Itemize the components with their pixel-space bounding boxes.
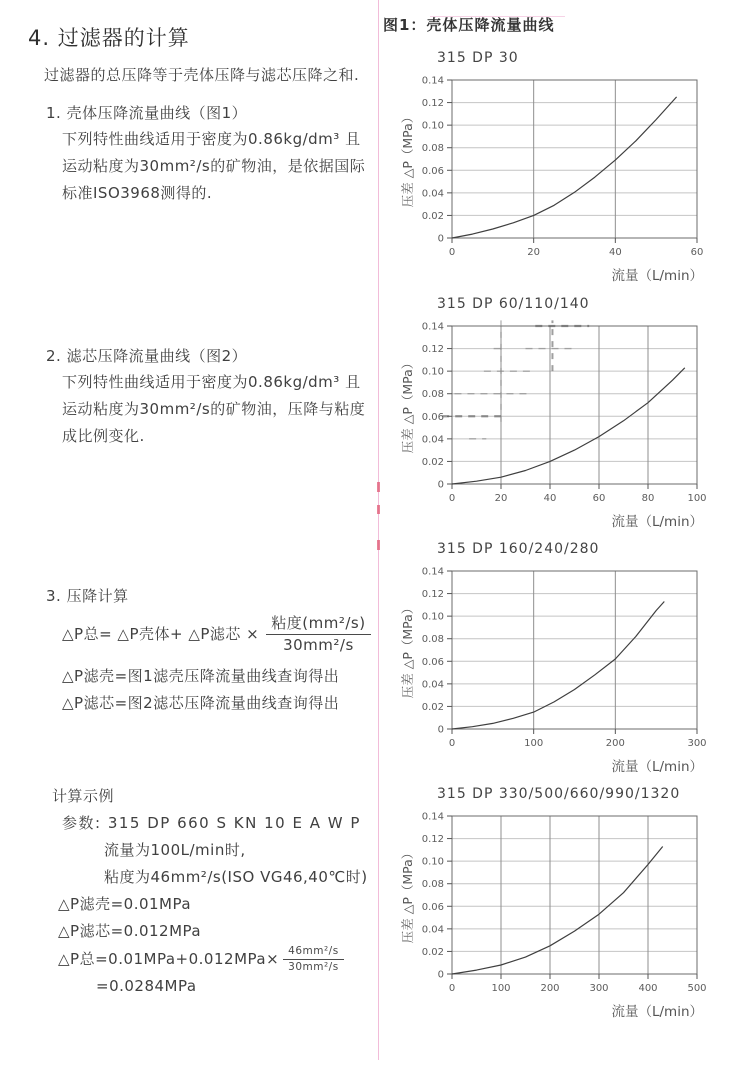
svg-text:0.06: 0.06 [421,411,444,423]
svg-text:0.10: 0.10 [421,856,444,868]
curve [452,97,677,238]
svg-text:100: 100 [491,983,511,994]
svg-text:0.12: 0.12 [421,589,444,601]
section-heading: 1. 壳体压降流量曲线（图1） [46,104,248,122]
chart-title: 315 DP 330/500/660/990/1320 [437,786,681,802]
x-axis-label: 流量（L/min） [611,514,703,530]
svg-text:0.14: 0.14 [421,566,444,578]
svg-text:0.04: 0.04 [421,188,444,200]
tick-marks [447,80,697,243]
section-heading: 3. 压降计算 [46,587,129,605]
fraction-numerator: 粘度(mm²/s) [266,614,370,635]
figure-header: 图1：壳体压降流量曲线 [383,16,555,34]
svg-text:0: 0 [448,247,456,258]
svg-text:300: 300 [687,738,707,749]
chart-canvas [396,563,741,775]
svg-text:0.06: 0.06 [421,165,444,177]
gridlines [452,80,697,238]
chart-canvas [396,808,741,1020]
formula-note: △P滤芯=图2滤芯压降流量曲线查询得出 [62,693,340,712]
plot-border [452,571,697,729]
section-line: 运动粘度为30mm²/s的矿物油，是依据国际 [62,157,366,175]
chart-canvas [396,72,741,284]
section-shell-curve [46,102,376,207]
pressure-formula [46,614,386,655]
chart-title: 315 DP 60/110/140 [437,296,590,312]
y-axis-label: 压差 △P（MPa） [400,601,415,699]
svg-text:0.08: 0.08 [421,634,444,646]
x-axis-label: 流量（L/min） [611,1004,703,1020]
total-result: =0.0284MPa [96,977,197,996]
svg-text:0.04: 0.04 [421,679,444,691]
svg-text:0: 0 [437,479,444,491]
scan-artifact [377,540,380,550]
section-heading: 2. 滤芯压降流量曲线（图2） [46,347,248,365]
svg-text:0: 0 [437,233,444,245]
svg-text:0.08: 0.08 [421,879,444,891]
svg-text:0.02: 0.02 [421,946,444,958]
example-parameters: 参数: 315 DP 660 S KN 10 E A W P [62,814,361,832]
svg-text:0.02: 0.02 [421,210,444,222]
svg-text:0.08: 0.08 [421,389,444,401]
section-pressure-calc [46,585,386,717]
svg-text:40: 40 [608,247,622,258]
svg-text:80: 80 [641,493,655,504]
example-total-formula [58,945,392,973]
total-fraction [283,945,344,973]
y-axis-label: 压差 △P（MPa） [400,846,415,944]
svg-text:0.04: 0.04 [421,924,444,936]
curve [452,368,685,484]
svg-text:0.12: 0.12 [421,344,444,356]
formula-fraction [266,614,370,655]
chart-svg [396,563,741,775]
page-title: 4. 过滤器的计算 [28,26,190,51]
example-line: 粘度为46mm²/s(ISO VG46,40℃时) [104,868,368,886]
svg-text:0: 0 [437,969,444,981]
formula-note: △P滤壳=图1滤壳压降流量曲线查询得出 [62,666,340,685]
chart-title: 315 DP 160/240/280 [437,541,600,557]
chart-svg [396,72,741,284]
tick-marks [447,571,697,734]
section-line: 成比例变化. [62,427,145,445]
svg-text:0.02: 0.02 [421,701,444,713]
fraction-numerator: 46mm²/s [283,945,344,960]
svg-text:40: 40 [543,493,557,504]
svg-text:0: 0 [448,983,456,994]
example-line: 流量为100L/min时, [104,841,246,859]
gridlines [452,816,697,974]
section-line: 下列特性曲线适用于密度为0.86kg/dm³ 且 [62,373,361,391]
total-lhs: △P总=0.01MPa+0.012MPa× [58,949,280,968]
svg-text:0.08: 0.08 [421,143,444,155]
fraction-denominator: 30mm²/s [283,635,354,654]
intro-text: 过滤器的总压降等于壳体压降与滤芯压降之和. [44,66,360,84]
svg-text:20: 20 [527,247,541,258]
svg-text:0.02: 0.02 [421,456,444,468]
svg-text:300: 300 [589,983,609,994]
svg-text:0.10: 0.10 [421,611,444,623]
curve [452,847,663,975]
svg-text:0.12: 0.12 [421,834,444,846]
plot-border [452,80,697,238]
svg-text:0.10: 0.10 [421,366,444,378]
calc-example [52,785,392,1000]
chart-canvas [396,318,741,530]
svg-text:60: 60 [690,247,704,258]
y-axis-label: 压差 △P（MPa） [400,110,415,208]
example-result: △P滤壳=0.01MPa [58,895,192,913]
gridlines [452,571,697,729]
svg-text:0: 0 [448,738,456,749]
chart-svg [396,318,741,530]
tick-marks [447,816,697,979]
svg-text:500: 500 [687,983,707,994]
y-axis-label: 压差 △P（MPa） [400,356,415,454]
section-element-curve [46,345,376,450]
fraction-denominator: 30mm²/s [288,960,339,973]
svg-text:0.14: 0.14 [421,321,444,333]
chart-315-dp-330-1320 [396,786,741,1020]
svg-text:100: 100 [687,493,707,504]
svg-text:200: 200 [605,738,625,749]
svg-text:0.10: 0.10 [421,120,444,132]
svg-text:0.12: 0.12 [421,98,444,110]
svg-text:100: 100 [524,738,544,749]
svg-text:0.14: 0.14 [421,75,444,87]
svg-text:200: 200 [540,983,560,994]
svg-text:0: 0 [448,493,456,504]
example-result: △P滤芯=0.012MPa [58,922,202,940]
gridlines [452,326,697,484]
svg-text:400: 400 [638,983,658,994]
scan-artifact [442,320,589,439]
scan-artifact [377,505,380,514]
example-heading: 计算示例 [52,787,115,805]
svg-text:0: 0 [437,724,444,736]
section-line: 下列特性曲线适用于密度为0.86kg/dm³ 且 [62,130,361,148]
scan-artifact [377,482,380,492]
svg-text:20: 20 [494,493,508,504]
section-line: 标准ISO3968测得的. [62,184,213,202]
svg-text:0.04: 0.04 [421,434,444,446]
x-axis-label: 流量（L/min） [611,268,703,284]
plot-border [452,816,697,974]
chart-315-dp-160-240-280 [396,541,741,775]
tick-marks [447,326,697,489]
svg-text:0.06: 0.06 [421,901,444,913]
x-axis-label: 流量（L/min） [611,759,703,775]
svg-text:0.06: 0.06 [421,656,444,668]
curve [452,602,664,730]
chart-315-dp-30 [396,50,741,284]
section-line: 运动粘度为30mm²/s的矿物油，压降与粘度 [62,400,366,418]
svg-text:0.14: 0.14 [421,811,444,823]
chart-svg [396,808,741,1020]
formula-lhs: △P总= △P壳体+ △P滤芯 × [62,624,260,643]
svg-text:60: 60 [592,493,606,504]
chart-315-dp-60-110-140 [396,296,741,530]
chart-title: 315 DP 30 [437,50,519,66]
plot-border [452,326,697,484]
